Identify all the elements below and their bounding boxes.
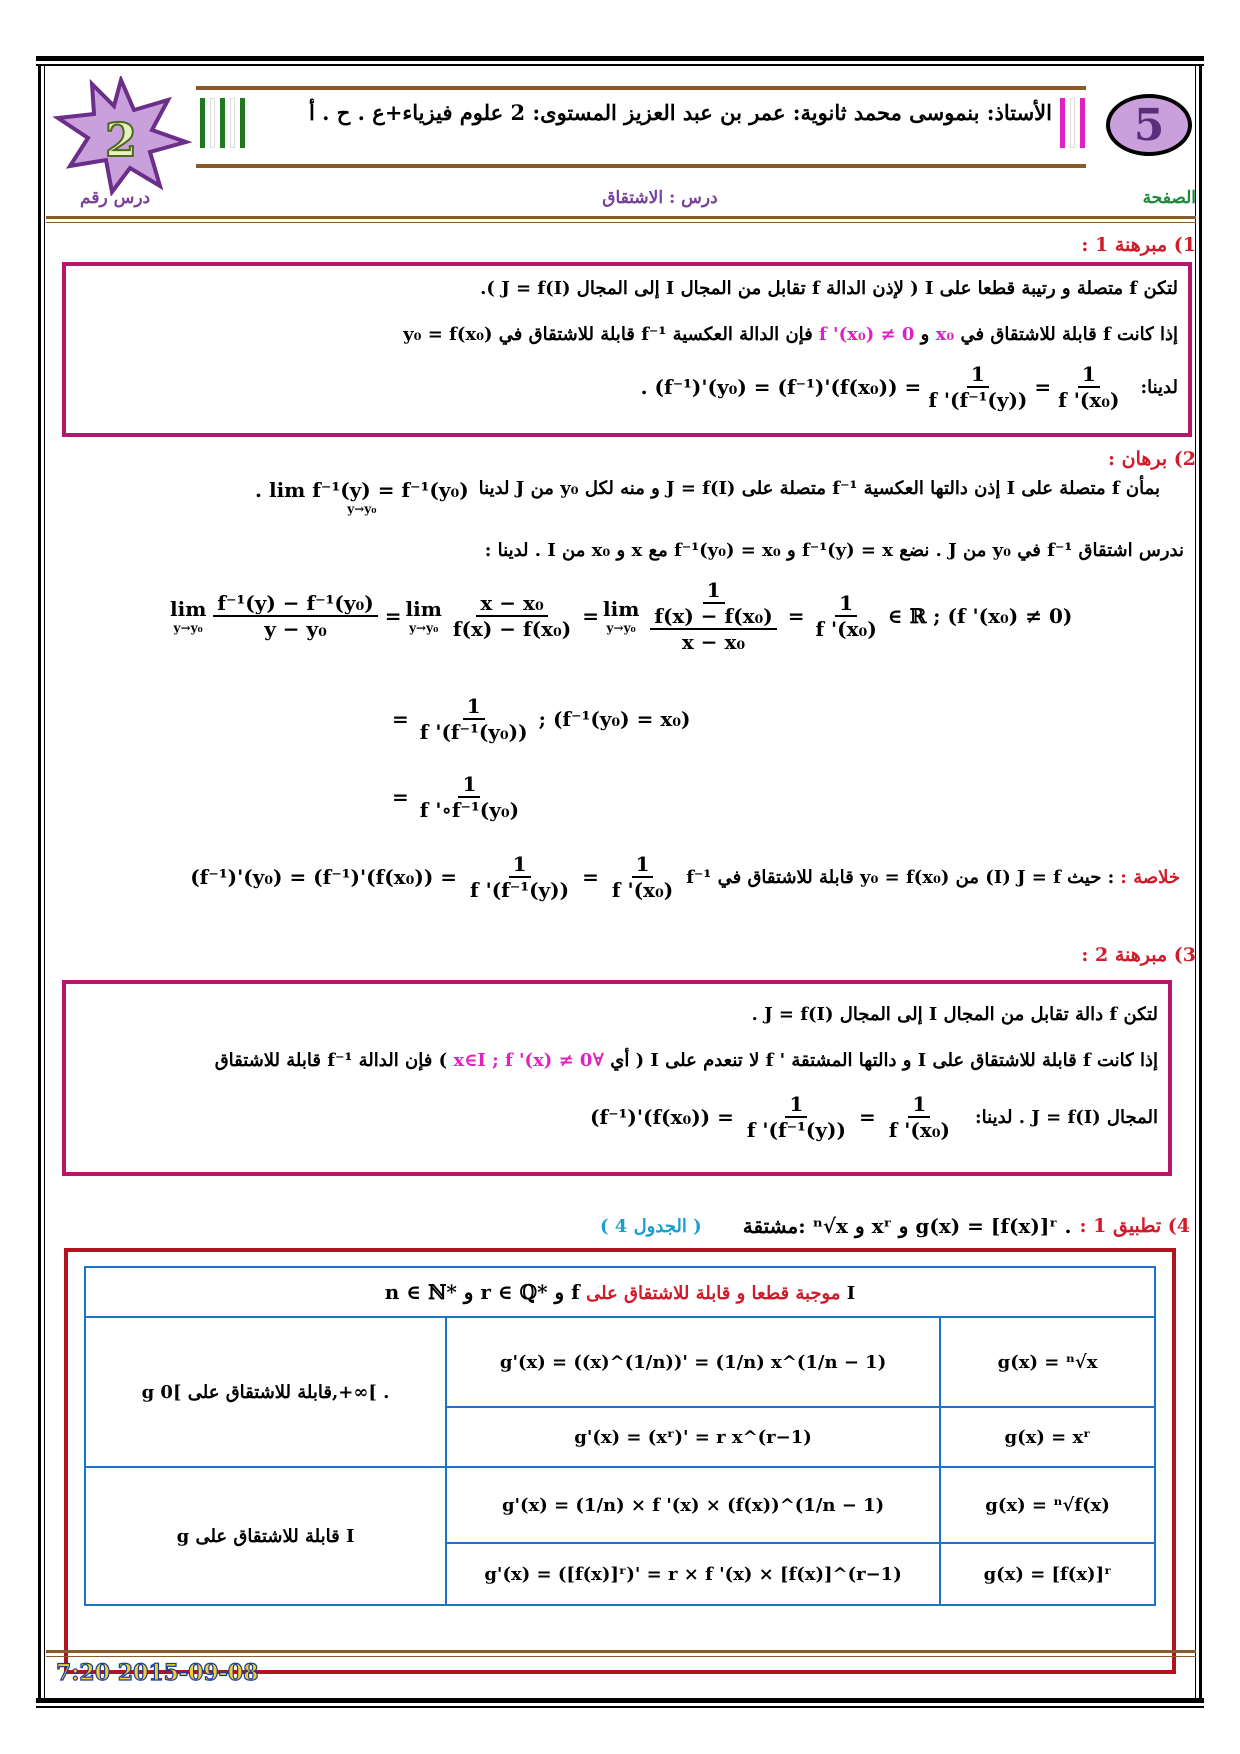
theorem2-frac1 [743,1092,850,1142]
eq1-lim2-word: lim [405,597,442,621]
proof-equation-2: = $\frac{1}{\text{f '(f⁻¹(y₀))}}$ ; (f⁻¹(y₀) = x₀) [392,694,691,744]
theorem2-line2-b: ) فإن الدالة f⁻¹ قابلة للاشتقاق [214,1050,448,1071]
eq1-frac3-inner-num: f(x) − f(x₀) [650,604,776,630]
table-derivative-3: g'(x) = (1/n) × f '(x) × (f(x))^(1/n − 1) [446,1467,940,1543]
footer-datetime: 7:20 2015-09-08 [56,1660,259,1686]
eq1-frac3-inner [650,604,776,654]
application-text: مشتقة: ⁿ√x و xʳ و g(x) = [f(x)]ʳ . [742,1214,1072,1238]
theorem1-line2 [78,324,1178,345]
table-function-2: g(x) = xʳ [940,1407,1155,1467]
theorem2-box [62,980,1172,1176]
table-header-b: موجبة قطعا و قابلة للاشتقاق على [586,1283,841,1304]
theorem2-line2-a: إذا كانت f قابلة للاشتقاق على I و دالتها المشتقة ' f لا تنعدم على I ( أي [610,1050,1158,1071]
derivatives-table [84,1266,1156,1606]
conclusion-frac1-num: 1 [509,852,531,878]
eq1-lim2-sub: y→y₀ [409,621,439,635]
theorem2-frac2-den: f '(x₀) [888,1118,951,1142]
conclusion-label: خلاصة : [1120,866,1180,888]
header-stripes-left [200,98,245,148]
eq1-frac1-den: y − y₀ [264,617,327,641]
eq1-frac1-num: f⁻¹(y) − f⁻¹(y₀) [213,591,377,617]
theorem1-formula: . (f⁻¹)'(y₀) = (f⁻¹)'(f(x₀)) = $\frac{1}{\text{f '(f⁻¹(y))}}$ = $\frac{1}{\text{f '(x₀)}}$ لدينا: [640,362,1178,412]
proof-line1-limit-expr: . lim f⁻¹(y) = f⁻¹(y₀) [255,478,469,502]
table-function-4: g(x) = [f(x)]ʳ [940,1543,1155,1605]
conclusion-frac1 [466,852,573,902]
theorem1-frac1-num: 1 [967,362,989,388]
frame-left-line [38,66,41,1698]
table-row [85,1467,1155,1543]
proof-line2: ندرس اشتقاق f⁻¹ في y₀ من J . نضع f⁻¹(y) = x و f⁻¹(y₀) = x₀ مع x و x₀ من I . لدينا : [484,540,1184,561]
proof-equation-3: = $\frac{1}{\text{f '∘f⁻¹(y₀)}}$ [392,772,526,822]
eq1-frac2-den: f(x) − f(x₀) [452,617,572,641]
theorem2-line1: لتكن f دالة تقابل من المجال I إلى المجال J = f(I) . [751,1004,1158,1025]
eq3-frac [416,772,523,822]
theorem2-line2 [68,1050,1158,1071]
eq1-frac4 [811,591,880,641]
header-teacher-line: الأستاذ: بنموسى محمد ثانوية: عمر بن عبد العزيز المستوى: 2 علوم فيزياء+ع . ح . أ [309,100,1052,125]
theorem2-line3-text: المجال J = f(I) . لدينا: [975,1106,1158,1128]
frame-top-line [36,56,1204,61]
theorem1-frac2 [1054,362,1123,412]
theorem1-line1: لتكن f متصلة و رتيبة قطعا على I ( لإذن الدالة f تقابل من المجال I إلى المجال J = f(I) ). [480,278,1178,299]
theorem1-frac2-num: 1 [1078,362,1100,388]
table-note-2: g قابلة للاشتقاق على I [85,1467,446,1605]
table-note-1: g قابلة للاشتقاق على ]0,+∞[ . [85,1317,446,1467]
separator-bottom [46,1650,1196,1653]
header-line-top [196,86,1086,90]
proof-line1-limit [255,478,469,516]
theorem1-box [62,262,1192,437]
eq1-lim-sub: y→y₀ [173,621,203,635]
table-derivative-1: g'(x) = ((x)^(1/n))' = (1/n) x^(1/n − 1) [446,1317,940,1407]
conclusion-frac2-den: f '(x₀) [611,878,674,902]
theorem1-condition: f '(x₀) ≠ 0 [819,324,915,345]
eq1-frac3-num: 1 [703,578,725,604]
eq2-tail: ; (f⁻¹(y₀) = x₀) [538,707,691,731]
page-label: الصفحة [1142,188,1196,208]
theorem1-we-have: لدينا: [1140,376,1178,398]
table-header-row [85,1267,1155,1317]
separator-top-thin [46,222,1196,223]
theorem1-line2-b: فإن الدالة العكسية f⁻¹ قابلة للاشتقاق في y₀ = f(x₀) [403,324,813,345]
theorem2-formula-lhs: (f⁻¹)'(f(x₀)) = [590,1105,734,1129]
theorem1-frac1-den: f '(f⁻¹(y)) [928,388,1028,412]
lesson-title: درس : الاشتقاق [602,188,718,208]
proof-line1-limit-sub: y→y₀ [347,502,377,516]
frame-right-line-thin [1195,66,1196,1698]
lesson-number-label: درس رقم [80,188,151,208]
conclusion-frac1-den: f '(f⁻¹(y)) [470,878,570,902]
conclusion-text: f⁻¹ قابلة للاشتقاق في y₀ = f(x₀) من (I) J = f حيث : [686,866,1115,888]
conclusion-frac2 [608,852,677,902]
table-function-3: g(x) = ⁿ√f(x) [940,1467,1155,1543]
conclusion-frac2-num: 1 [632,852,654,878]
table-function-1: g(x) = ⁿ√x [940,1317,1155,1407]
section3-title: 3) مبرهنة 2 : [1081,944,1196,966]
eq1-lim [170,597,206,635]
eq1-frac2-num: x − x₀ [476,591,547,617]
theorem1-x0: x₀ [935,324,955,345]
theorem2-frac1-den: f '(f⁻¹(y)) [746,1118,846,1142]
theorem1-line2-a: إذا كانت f قابلة للاشتقاق في [960,324,1178,345]
eq1-lim3-word: lim [603,597,640,621]
frame-bottom-line [36,1698,1204,1703]
proof-line1-text: بمأن f متصلة على I إذن دالتها العكسية f⁻¹ متصلة على J = f(I) و منه لكل y₀ من J لدينا [478,478,1160,499]
frame-right-line [1199,66,1202,1698]
table-row [85,1317,1155,1407]
conclusion-line: (f⁻¹)'(y₀) = (f⁻¹)'(f(x₀)) = $\frac{1}{\text{f '(f⁻¹(y))}}$ = $\frac{1}{\text{f '(x₀)}}$ f⁻¹ قابلة للاشتقاق في y₀ = f(x₀) من (I) J = f حيث : خلاصة : [190,852,1180,902]
frame-left-line-thin [44,66,45,1698]
table-header-a: I [846,1283,856,1304]
conclusion-lhs: (f⁻¹)'(y₀) = (f⁻¹)'(f(x₀)) = [190,865,458,889]
eq2-frac [416,694,532,744]
theorem1-frac2-den: f '(x₀) [1058,388,1120,412]
frame-bottom-line-thin [36,1706,1204,1708]
header-line-bottom [196,164,1086,168]
eq1-frac1 [213,591,377,641]
eq1-lim3 [603,597,639,635]
lesson-star-badge [50,76,192,196]
table-derivative-2: g'(x) = (xʳ)' = r x^(r−1) [446,1407,940,1467]
section1-title: 1) مبرهنة 1 : [1081,234,1196,256]
proof-equation-1: lim y→y₀ $\frac{\text{f⁻¹(y) − f⁻¹(y₀)}}{\text{y − y₀}}$ = lim y→y₀ $\frac{\text{x − x₀}}{\text{f(x) − f(x₀)}}$ = lim y→y₀ $\frac{1}{\frac{\text{f(x) − f(x₀)}}{\text{x − x₀}}}$ = $\frac{1}{\text{f '(x₀)}}$ ∈ ℝ ; (f '(x₀) ≠ 0) [170,578,1073,654]
page-number-badge [1106,94,1192,156]
theorem1-formula-lhs: . (f⁻¹)'(y₀) = (f⁻¹)'(f(x₀)) = [640,375,922,399]
eq1-frac4-num: 1 [835,591,857,617]
eq1-tail: ∈ ℝ ; (f '(x₀) ≠ 0) [887,604,1073,628]
theorem1-frac1 [924,362,1031,412]
table-header-c: n ∈ ℕ* و r ∈ ℚ* و f [384,1280,580,1304]
theorem2-frac2-num: 1 [908,1092,930,1118]
proof-line1 [120,478,1160,516]
lesson-number: 2 [104,113,138,167]
theorem2-formula: (f⁻¹)'(f(x₀)) = $\frac{1}{\text{f '(f⁻¹(y))}}$ = $\frac{1}{\text{f '(x₀)}}$ المجال J = f(I) . لدينا: [590,1092,1158,1142]
section4-title: 4) تطبيق 1 : [1079,1215,1190,1237]
eq1-frac3 [646,578,780,654]
eq1-lim2 [406,597,442,635]
theorem2-frac2 [885,1092,954,1142]
eq3-num: 1 [458,772,480,798]
eq3-den: f '∘f⁻¹(y₀) [419,798,520,822]
eq2-num: 1 [463,694,485,720]
eq1-lim-word: lim [170,597,207,621]
page-number: 5 [1133,99,1165,151]
header-stripes-right [1060,98,1085,148]
theorem2-frac1-num: 1 [785,1092,807,1118]
separator-bottom-thin [46,1656,1196,1657]
theorem1-and: و [920,324,930,345]
table-header-cell [85,1267,1155,1317]
eq1-lim3-sub: y→y₀ [606,621,636,635]
section2-title: 2) برهان : [1107,448,1196,470]
frame-top-line-thin [36,64,1204,66]
table-derivative-4: g'(x) = ([f(x)]ʳ)' = r × f '(x) × [f(x)]^(r−1) [446,1543,940,1605]
eq1-frac4-den: f '(x₀) [815,617,877,641]
table-reference: ( الجدول 4 ) [600,1216,702,1237]
eq1-frac2 [449,591,575,641]
eq1-frac3-den [646,604,780,654]
eq2-den: f '(f⁻¹(y₀)) [419,720,528,744]
separator-top [46,216,1196,219]
theorem2-condition: ∀x∈I ; f '(x) ≠ 0 [453,1050,604,1071]
eq1-frac3-inner-den: x − x₀ [681,630,746,654]
